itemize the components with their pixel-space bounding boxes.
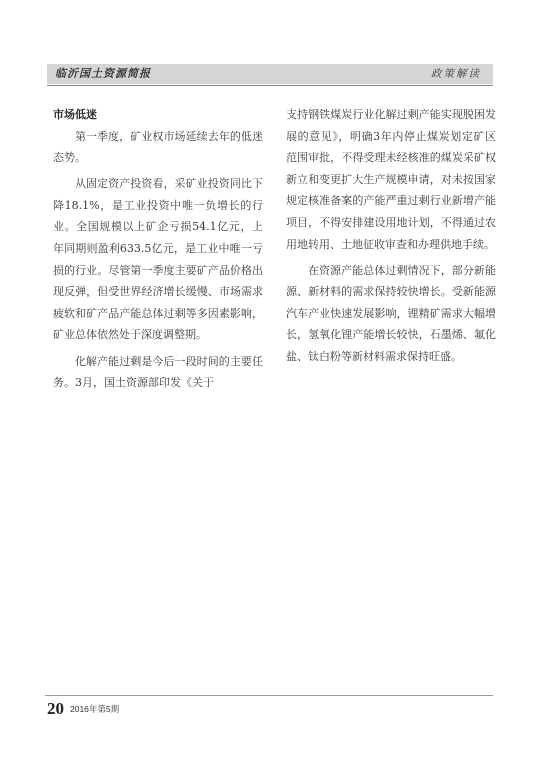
right-column	[286, 104, 496, 372]
paragraph: 化解产能过剩是今后一段时间的主要任务。3月，国土资源部印发《关于	[53, 354, 263, 390]
journal-title: 临沂国土资源简报	[55, 67, 151, 80]
page-number: 20	[47, 699, 64, 718]
paragraph: 从固定资产投资看，采矿业投资同比下降18.1%，是工业投资中唯一负增长的行业。全国规模以上矿企亏损54.1亿元，上年同期则盈利633.5亿元，是工业中唯一亏损的行业。尽管第一季度主要矿产品价格出现反弹，但受世界经济增长缓慢、市场需求疲软和矿产品产能总体过剩等多因素影响，矿业总体依然处于深度调整期。	[53, 177, 263, 342]
paragraph: 第一季度，矿业权市场延续去年的低迷态势。	[53, 129, 263, 165]
paragraph-continued: 支持钢铁煤炭行业化解过剩产能实现脱困发展的意见》，明确3年内停止煤炭划定矿区范围审批，不得受理未经核准的煤炭采矿权新立和变更扩大生产规模申请，对未按国家规定核准备案的产能严重过剩行业新增产能项目，不得安排建设用地计划，不得通过农用地转用、土地征收审查和办理供地手续。	[286, 108, 496, 251]
left-column	[53, 104, 263, 398]
paragraph: 在资源产能总体过剩情况下，部分新能源、新材料的需求保持较快增长。受新能源汽车产业快速发展影响，锂精矿需求大幅增长，氢氧化锂产能增长较快，石墨烯、氟化盐、钛白粉等新材料需求保持旺盛。	[286, 263, 496, 364]
section-title: 市场低迷	[53, 108, 97, 121]
section-label: 政策解读	[431, 68, 481, 80]
footer-divider	[45, 695, 493, 696]
running-header	[47, 64, 493, 86]
issue-label: 2016年第5期	[70, 704, 120, 714]
header-divider	[47, 85, 493, 86]
